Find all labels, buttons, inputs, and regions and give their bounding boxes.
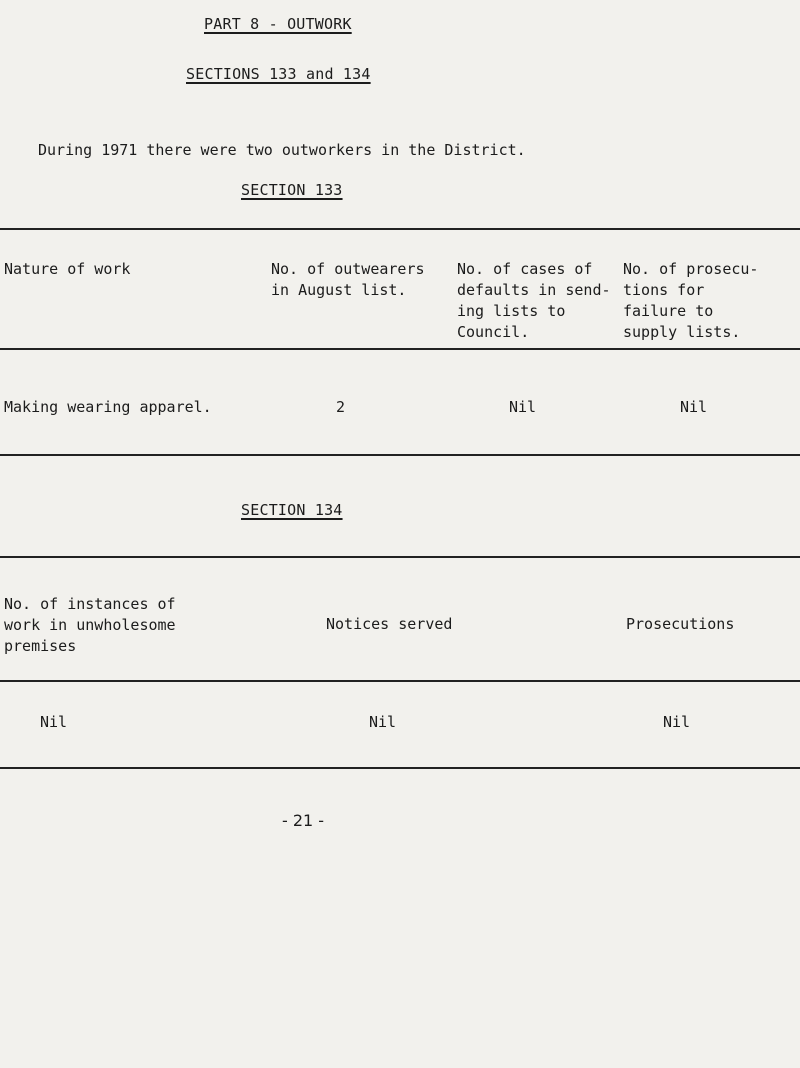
s133-header-outworkers: No. of outwearers in August list. <box>271 260 425 299</box>
section-134-bottom-rule <box>0 767 800 769</box>
section-134-title: SECTION 134 <box>241 501 343 519</box>
s133-row-prosecutions: Nil <box>680 398 708 416</box>
s134-header-prosecutions: Prosecutions <box>626 615 735 633</box>
section-133-title: SECTION 133 <box>241 181 343 199</box>
s134-header-notices: Notices served <box>326 615 453 633</box>
section-133-bottom-rule <box>0 454 800 456</box>
s134-row-prosecutions: Nil <box>663 713 691 731</box>
s134-header-instances: No. of instances of work in unwholesome premises <box>4 595 176 655</box>
s133-header-nature: Nature of work <box>4 260 131 278</box>
s134-row-notices: Nil <box>369 713 397 731</box>
s133-header-prosecutions: No. of prosecu- tions for failure to supply lists. <box>623 260 759 341</box>
s133-row-defaults: Nil <box>509 398 537 416</box>
section-133-header-rule <box>0 348 800 350</box>
s133-header-defaults: No. of cases of defaults in send- ing lists to Council. <box>457 260 611 341</box>
part-title: PART 8 - OUTWORK <box>204 15 352 33</box>
section-134-top-rule <box>0 556 800 558</box>
section-134-header-rule <box>0 680 800 682</box>
s134-row-instances: Nil <box>40 713 68 731</box>
section-133-top-rule <box>0 228 800 230</box>
page-number: - 21 - <box>282 811 325 830</box>
sections-title: SECTIONS 133 and 134 <box>186 65 371 83</box>
s133-row-nature: Making wearing apparel. <box>4 398 212 416</box>
s133-row-outworkers: 2 <box>336 398 346 416</box>
intro-paragraph: During 1971 there were two outworkers in the District. <box>38 141 526 159</box>
